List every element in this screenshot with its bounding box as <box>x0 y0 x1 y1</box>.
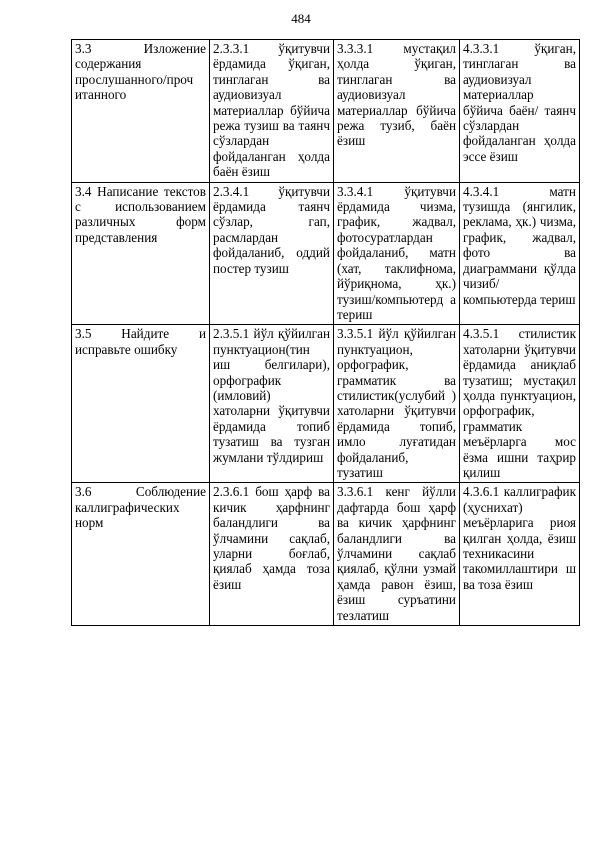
grade2-objective-cell <box>210 40 334 183</box>
grade2-objective-cell <box>210 182 334 325</box>
page-number: 484 <box>291 11 311 26</box>
grade2-objective-text: 2.3.6.1 бош ҳарф ва кичик ҳарфнинг баландлиги ва ўлчамини сақлаб, уларни боғлаб, қиялаб ҳамда тоза ёзиш <box>213 484 330 592</box>
grade4-objective-cell <box>460 483 580 626</box>
topic-text: 3.4 Написание текстов с использованием различных форм представления <box>75 183 206 245</box>
grade3-objective-text: 3.3.6.1 кенг йўлли дафтарда бош ҳарф ва кичик ҳарфнинг баландлиги ва ўлчамини сақлаб қиялаб, қўлни узмай ҳамда равон ёзиш, ёзиш суръатини тезлатиш <box>337 484 456 623</box>
grade4-objective-cell <box>460 325 580 483</box>
grade3-objective-cell <box>334 182 460 325</box>
table-row <box>72 182 580 325</box>
standards-table <box>71 39 580 626</box>
topic-text: 3.6 Соблюдение каллиграфических норм <box>75 484 206 531</box>
topic-cell <box>72 483 210 626</box>
topic-text: 3.3 Изложение содержания прослушанного/проч итанного <box>75 41 206 103</box>
table-row <box>72 483 580 626</box>
grade4-objective-text: 4.3.5.1 стилистик хатоларни ўқитувчи ёрдамида аниқлаб тузатиш; мустақил ҳолда пунктуацион, орфографик, грамматик меъёрларга мос ёзма ишни таҳрир қилиш <box>463 326 576 480</box>
topic-cell <box>72 40 210 183</box>
grade3-objective-cell <box>334 325 460 483</box>
grade2-objective-cell <box>210 483 334 626</box>
topic-cell <box>72 182 210 325</box>
grade3-objective-text: 3.3.5.1 йўл қўйилган пунктуацион, орфографик, грамматик ва стилистик(услубий ) хатоларни ўқитувчи ёрдамида топиб, имло луғатидан фойдаланиб, тузатиш <box>337 326 456 480</box>
grade2-objective-text: 2.3.4.1 ўқитувчи ёрдамида таянч сўзлар, гап, расмлардан фойдаланиб, оддий постер тузиш <box>213 183 330 276</box>
grade3-objective-cell <box>334 483 460 626</box>
topic-text: 3.5 Найдите и исправьте ошибку <box>75 326 206 357</box>
table-row <box>72 325 580 483</box>
grade4-objective-text: 4.3.3.1 ўқиган, тинглаган ва аудиовизуал материаллар бўйича баён/ таянч сўзлардан фойдаланган ҳолда эссе ёзиш <box>463 41 576 164</box>
grade3-objective-text: 3.3.3.1 мустақил ҳолда ўқиган, тинглаган ва аудиовизуал материаллар бўйича режа тузиб, баён ёзиш <box>337 41 456 149</box>
grade2-objective-cell <box>210 325 334 483</box>
table-row <box>72 40 580 183</box>
grade3-objective-cell <box>334 40 460 183</box>
grade2-objective-text: 2.3.5.1 йўл қўйилган пунктуацион(тин иш белгилари), орфографик (имловий) хатоларни ўқитувчи ёрдамида топиб тузатиш ва тузган жумлани тўлдириш <box>213 326 330 465</box>
grade4-objective-cell <box>460 40 580 183</box>
grade3-objective-text: 3.3.4.1 ўқитувчи ёрдамида чизма, график, жадвал, фотосуратлардан фойдаланиб, матн (хат, таклифнома, йўриқнома, ҳк.) тузиш/компьютерд а териш <box>337 183 456 322</box>
grade4-objective-text: 4.3.6.1 каллиграфик (ҳуснихат) меъёрларига риоя қилган ҳолда, ёзиш техникасини такомиллаштири ш ва тоза ёзиш <box>463 484 576 592</box>
grade2-objective-text: 2.3.3.1 ўқитувчи ёрдамида ўқиган, тинглаган ва аудиовизуал материаллар бўйича режа тузиш ва таянч сўзлардан фойдаланган ҳолда баён ёзиш <box>213 41 330 180</box>
grade4-objective-text: 4.3.4.1 матн тузишда (янгилик, реклама, ҳк.) чизма, график, жадвал, фото ва диаграммани қўлда чизиб/ компьютерда териш <box>463 183 576 307</box>
topic-cell <box>72 325 210 483</box>
grade4-objective-cell <box>460 182 580 325</box>
